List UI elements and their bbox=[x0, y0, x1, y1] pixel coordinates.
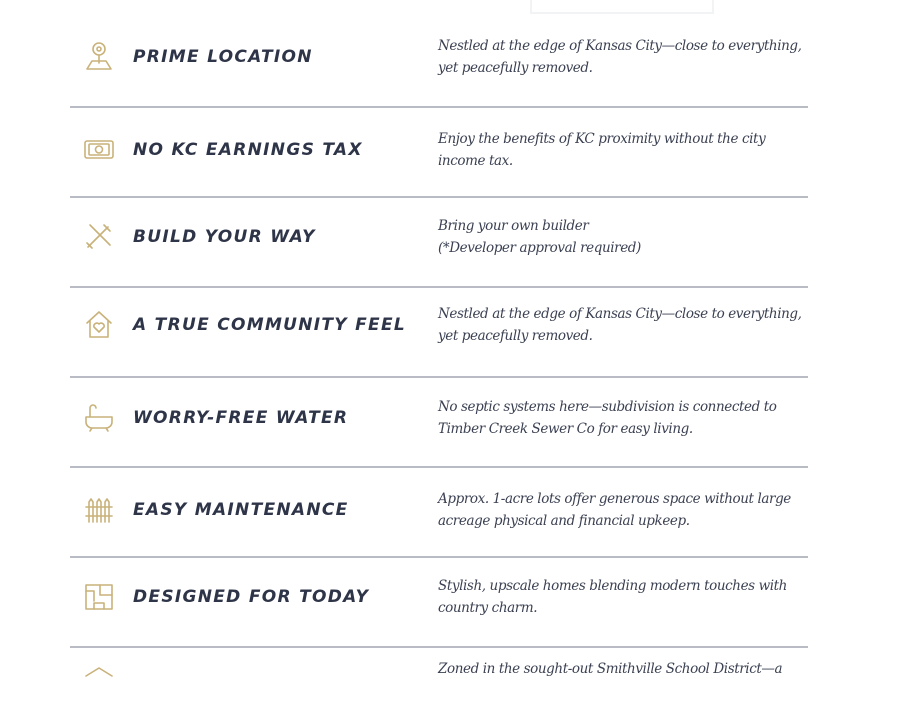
description-line: income tax. bbox=[438, 153, 513, 169]
description-line: No septic systems here—subdivision is connected to bbox=[438, 399, 777, 415]
map-pin-icon bbox=[82, 39, 116, 73]
feature-title: BUILD YOUR WAY bbox=[133, 227, 316, 247]
header-decoration bbox=[530, 0, 714, 14]
description-line: Timber Creek Sewer Co for easy living. bbox=[438, 421, 693, 437]
description-line: country charm. bbox=[438, 600, 538, 616]
feature-row bbox=[70, 305, 808, 345]
blueprint-icon bbox=[82, 579, 116, 613]
feature-title: PRIME LOCATION bbox=[133, 47, 313, 67]
description-line: yet peacefully removed. bbox=[438, 328, 593, 344]
divider bbox=[70, 376, 808, 378]
feature-description bbox=[438, 35, 838, 79]
feature-row bbox=[70, 398, 808, 438]
tools-icon bbox=[82, 219, 116, 253]
fence-icon bbox=[82, 492, 116, 526]
feature-description bbox=[438, 488, 838, 532]
description-line: Zoned in the sought-out Smithville School District—a bbox=[438, 661, 783, 677]
feature-description bbox=[438, 658, 838, 680]
feature-description bbox=[438, 128, 838, 172]
feature-title: WORRY-FREE WATER bbox=[133, 408, 349, 428]
description-line: Enjoy the benefits of KC proximity without the city bbox=[438, 131, 766, 147]
bathtub-icon bbox=[82, 400, 116, 434]
feature-title: NO KC EARNINGS TAX bbox=[133, 140, 363, 160]
feature-description bbox=[438, 215, 838, 259]
divider bbox=[70, 646, 808, 648]
feature-row bbox=[70, 37, 808, 77]
divider bbox=[70, 196, 808, 198]
feature-row bbox=[70, 660, 808, 700]
description-line: Stylish, upscale homes blending modern touches with bbox=[438, 578, 787, 594]
money-icon bbox=[82, 132, 116, 166]
school-icon bbox=[82, 662, 116, 696]
description-line: yet peacefully removed. bbox=[438, 60, 593, 76]
divider bbox=[70, 286, 808, 288]
feature-row bbox=[70, 217, 808, 257]
description-line: Nestled at the edge of Kansas City—close to everything, bbox=[438, 306, 802, 322]
description-line: (*Developer approval required) bbox=[438, 240, 641, 256]
divider bbox=[70, 466, 808, 468]
feature-title: EASY MAINTENANCE bbox=[133, 500, 349, 520]
feature-title: DESIGNED FOR TODAY bbox=[133, 587, 370, 607]
divider bbox=[70, 106, 808, 108]
feature-row bbox=[70, 130, 808, 170]
feature-description bbox=[438, 303, 838, 347]
feature-description bbox=[438, 396, 838, 440]
feature-title: A TRUE COMMUNITY FEEL bbox=[133, 315, 407, 335]
feature-row bbox=[70, 577, 808, 617]
feature-description bbox=[438, 575, 838, 619]
description-line: Bring your own builder bbox=[438, 218, 589, 234]
description-line: acreage physical and financial upkeep. bbox=[438, 513, 690, 529]
description-line: Approx. 1-acre lots offer generous space without large bbox=[438, 491, 791, 507]
description-line: Nestled at the edge of Kansas City—close to everything, bbox=[438, 38, 802, 54]
home-heart-icon bbox=[82, 307, 116, 341]
feature-row bbox=[70, 490, 808, 530]
divider bbox=[70, 556, 808, 558]
